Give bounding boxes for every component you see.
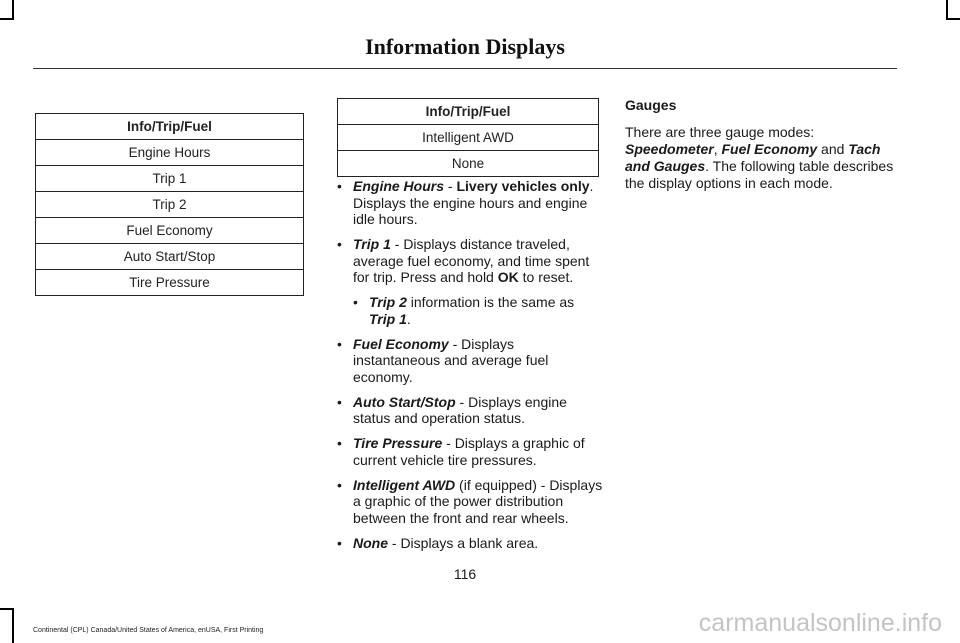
list-item: • Intelligent AWD (if equipped) - Displays a graphic of the power distribution between the front and rear wheels. — [337, 477, 603, 527]
table-row: Auto Start/Stop — [36, 244, 304, 270]
crop-mark-top-left-h — [0, 18, 14, 20]
crop-mark-bottom-left-h — [0, 608, 14, 610]
page-number: 116 — [453, 566, 477, 582]
list-item: • Trip 1 - Displays distance traveled, average fuel economy, and time spent for trip. Press and hold OK to reset. — [337, 236, 603, 286]
info-trip-fuel-table-1 — [35, 113, 304, 296]
print-footer: Continental (CPL) Canada/United States of America, enUSA, First Printing — [33, 627, 264, 634]
list-item: • Trip 2 information is the same as Trip 1. — [353, 294, 603, 327]
table-row: Engine Hours — [36, 140, 304, 166]
table-row: Fuel Economy — [36, 218, 304, 244]
gauges-paragraph: There are three gauge modes: Speedometer, Fuel Economy and Tach and Gauges. The following table describes the display options in each mode. — [625, 124, 894, 191]
crop-mark-top-left-v — [12, 0, 14, 20]
list-item: • Fuel Economy - Displays instantaneous and average fuel economy. — [337, 336, 603, 386]
list-item: • Tire Pressure - Displays a graphic of current vehicle tire pressures. — [337, 435, 603, 468]
gauges-heading: Gauges — [625, 97, 677, 113]
table-row: Tire Pressure — [36, 270, 304, 296]
crop-mark-bottom-left-v — [12, 608, 14, 643]
table-row: Trip 2 — [36, 192, 304, 218]
table-row: Intelligent AWD — [338, 125, 599, 151]
table-heading: Info/Trip/Fuel — [338, 99, 599, 125]
table-row: None — [338, 151, 599, 177]
info-trip-fuel-table-2 — [337, 98, 599, 177]
watermark: carmanualsonline.info — [698, 609, 942, 637]
table-heading: Info/Trip/Fuel — [36, 114, 304, 140]
header-rule — [33, 68, 897, 69]
crop-mark-top-right-h — [946, 18, 960, 20]
crop-mark-top-right-v — [946, 0, 948, 20]
list-item: • Auto Start/Stop - Displays engine status and operation status. — [337, 394, 603, 427]
table-row: Trip 1 — [36, 166, 304, 192]
list-item: • Engine Hours - Livery vehicles only. Displays the engine hours and engine idle hours. — [337, 178, 603, 228]
display-options-list — [337, 178, 603, 560]
list-item: • None - Displays a blank area. — [337, 535, 603, 552]
page-header-title: Information Displays — [365, 34, 565, 59]
